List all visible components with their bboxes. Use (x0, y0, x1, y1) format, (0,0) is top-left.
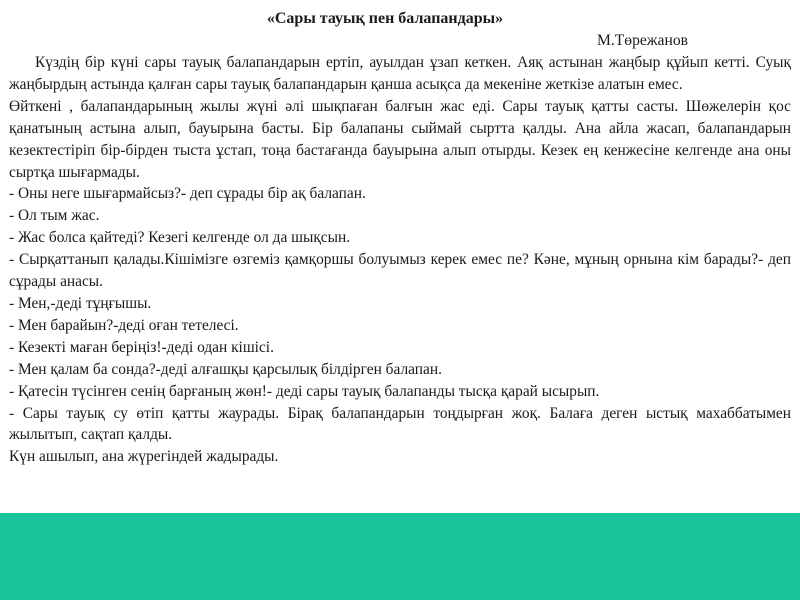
dialogue-line: - Ол тым жас. (9, 207, 100, 225)
story-title: «Сары тауық пен балапандары» (266, 10, 504, 27)
paragraph-final: Күн ашылып, ана жүрегіндей жадырады. (9, 448, 279, 466)
dialogue-line: - Мен,-деді тұңғышы. (9, 294, 152, 312)
dialogue-line: - Кезекті маған беріңіз!-деді одан кішісі. (9, 338, 274, 356)
story-text (9, 8, 791, 468)
dialogue-line: - Сырқаттанып қалады.Кішімізге өзгеміз қамқоршы болуымыз керек емес пе? Кәне, мұның орнына кім барады?- деп сұрады анасы. (9, 251, 791, 291)
footer-band (0, 513, 800, 600)
dialogue-line: - Оны неге шығармайсыз?- деп сұрады бір ақ балапан. (9, 185, 366, 203)
dialogue-line: - Қатесін түсінген сенің барғаның жөн!- деді сары тауық балапанды тысқа қарай ысырып. (9, 382, 600, 400)
dialogue-line: - Жас болса қайтеді? Кезегі келгенде ол да шықсын. (9, 229, 351, 247)
paragraph-intro: Күздің бір күні сары тауық балапандарын ертіп, ауылдан ұзап кеткен. Аяқ астынан жаңбыр құйып кетті. Суық жаңбырдың астында қалған сары тауық балапандарын қанша асықса да мекеніне жеткізе алатын емес. (9, 54, 791, 93)
dialogue-line: - Мен барайын?-деді оған тетелесі. (9, 316, 239, 334)
paragraph-ending: - Сары тауық су өтіп қатты жаурады. Бірақ балапандарын тоңдырған жоқ. Балаға деген ыстық махаббатымен жылытып, сақтап қалды. (9, 404, 791, 444)
story-author: М.Төрежанов (596, 32, 688, 49)
dialogue-line: - Мен қалам ба сонда?-деді алғашқы қарсылық білдірген балапан. (9, 360, 442, 378)
paragraph-reason: Өйткені , балапандарының жылы жүні әлі шықпаған балғын жас еді. Сары тауық қатты састы. Шөжелерін қос қанатының астына алып, бауырына басты. Бір балапаны сыймай сыртта қалды. Ана айла жасап, балапандарын кезектестіріп бір-бірден тыста ұстап, тоңа бастағанда бауырына алып отырды. Кезек ең кенжесіне келгенде ана оны сыртқа шығармады. (9, 97, 791, 181)
